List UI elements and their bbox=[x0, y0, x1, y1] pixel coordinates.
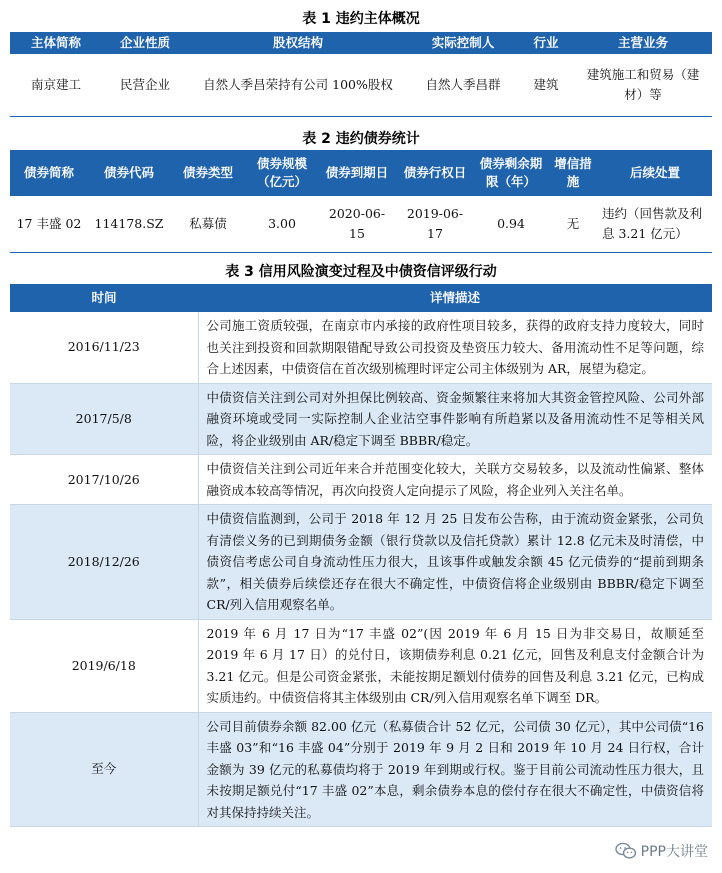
table-row bbox=[10, 312, 712, 383]
table-cell: 2019-06-17 bbox=[396, 196, 474, 252]
wechat-icon bbox=[615, 842, 637, 860]
table-row bbox=[10, 505, 712, 620]
table2-header: 后续处置 bbox=[598, 150, 712, 196]
table2-header: 债券剩余期限（年） bbox=[474, 150, 548, 196]
table-cell: 自然人季昌荣持有公司 100%股权 bbox=[188, 54, 408, 116]
table1-header: 股权结构 bbox=[188, 32, 408, 54]
watermark-text: PPP大讲堂 bbox=[640, 844, 708, 860]
table-cell: 建筑 bbox=[518, 54, 574, 116]
table3 bbox=[10, 284, 712, 827]
table-cell: 0.94 bbox=[474, 196, 548, 252]
time-cell: 2016/11/23 bbox=[10, 312, 198, 383]
desc-cell: 中债资信关注到公司对外担保比例较高、资金频繁往来将加大其资金管控风险、公司外部融资环境或受同一实际控制人企业沽空事件影响有所趋紧以及备用流动性不足等相关风险，将企业级别由 AR/稳定下调至 BBBR/稳定。 bbox=[198, 383, 712, 455]
table2-header: 债券代码 bbox=[88, 150, 170, 196]
table1-caption: 表 1 违约主体概况 bbox=[302, 11, 420, 27]
table-row bbox=[10, 455, 712, 505]
table2-header-row bbox=[10, 150, 712, 196]
time-cell: 2017/5/8 bbox=[10, 383, 198, 455]
table-cell: 114178.SZ bbox=[88, 196, 170, 252]
table2-header: 债券类型 bbox=[170, 150, 246, 196]
table-cell: 民营企业 bbox=[102, 54, 188, 116]
table3-header: 时间 bbox=[10, 284, 198, 312]
table-cell: 自然人季昌群 bbox=[408, 54, 518, 116]
table2-header: 债券行权日 bbox=[396, 150, 474, 196]
table2-header: 增信措施 bbox=[548, 150, 598, 196]
table-row bbox=[10, 196, 712, 252]
table-cell: 建筑施工和贸易（建材）等 bbox=[574, 54, 712, 116]
table1-header: 行业 bbox=[518, 32, 574, 54]
time-cell: 2019/6/18 bbox=[10, 619, 198, 712]
table2-header: 债券到期日 bbox=[318, 150, 396, 196]
table2-header: 债券规模（亿元） bbox=[246, 150, 318, 196]
table3-header: 详情描述 bbox=[198, 284, 712, 312]
table1-header: 实际控制人 bbox=[408, 32, 518, 54]
table1-header: 企业性质 bbox=[102, 32, 188, 54]
table3-header-row bbox=[10, 284, 712, 312]
table-row bbox=[10, 54, 712, 116]
table-cell: 17 丰盛 02 bbox=[10, 196, 88, 252]
table-cell: 2020-06-15 bbox=[318, 196, 396, 252]
table2-header: 债券简称 bbox=[10, 150, 88, 196]
time-cell: 至今 bbox=[10, 712, 198, 827]
table-cell: 无 bbox=[548, 196, 598, 252]
table-cell: 违约（回售款及利息 3.21 亿元） bbox=[598, 196, 712, 252]
time-cell: 2017/10/26 bbox=[10, 455, 198, 505]
table2-caption: 表 2 违约债券统计 bbox=[302, 131, 420, 147]
watermark bbox=[615, 841, 708, 861]
table-row bbox=[10, 383, 712, 455]
table-row bbox=[10, 712, 712, 827]
table-cell: 私募债 bbox=[170, 196, 246, 252]
desc-cell: 公司施工资质较强，在南京市内承接的政府性项目较多，获得的政府支持力度较大，同时也关注到投资和回款期限错配导致公司投资及垫资压力较大、备用流动性不足等问题，综合上述因素，中债资信在首次级别梳理时评定公司主体级别为 AR，展望为稳定。 bbox=[198, 312, 712, 383]
table2 bbox=[10, 150, 712, 253]
table1-header: 主体简称 bbox=[10, 32, 102, 54]
table-row bbox=[10, 619, 712, 712]
desc-cell: 公司目前债券余额 82.00 亿元（私募债合计 52 亿元，公司债 30 亿元），其中公司债“16 丰盛 03”和“16 丰盛 04”分别于 2019 年 9 月 2 日和 2019 年 10 月 24 日行权，合计金额为 39 亿元的私募债均将于 2019 年到期或行权。鉴于目前公司流动性压力很大，且未按期足额兑付“17 丰盛 02”本息，剩余债券本息的偿付存在很大不确定性，中债资信将对其保持持续关注。 bbox=[198, 712, 712, 827]
table-cell: 南京建工 bbox=[10, 54, 102, 116]
table1-header-row bbox=[10, 32, 712, 54]
desc-cell: 中债资信关注到公司近年来合并范围变化较大，关联方交易较多，以及流动性偏紧、整体融资成本较高等情况，再次向投资人定向提示了风险，将企业列入关注名单。 bbox=[198, 455, 712, 505]
table3-caption: 表 3 信用风险演变过程及中债资信评级行动 bbox=[225, 264, 497, 280]
time-cell: 2018/12/26 bbox=[10, 505, 198, 620]
table1 bbox=[10, 32, 712, 117]
desc-cell: 中债资信监测到，公司于 2018 年 12 月 25 日发布公告称，由于流动资金紧张，公司负有清偿义务的已到期债务金额（银行贷款以及信托贷款）累计 12.8 亿元未及时清偿，中债资信考虑公司自身流动性压力很大，且该事件或触发余额 45 亿元债券的“提前到期条款”，相关债券后续偿还存在很大不确定性，中债资信将企业级别由 BBBR/稳定下调至 CR/列入信用观察名单。 bbox=[198, 505, 712, 620]
desc-cell: 2019 年 6 月 17 日为“17 丰盛 02”(因 2019 年 6 月 15 日为非交易日，故顺延至 2019 年 6 月 17 日）的兑付日，该期债券利息 0.21 亿元，回售及利息支付金额合计为 3.21 亿元。但是公司资金紧张，未能按期足额划付债券的回售及利息 3.21 亿元，已构成实质违约。中债资信将其主体级别由 CR/列入信用观察名单下调至 DR。 bbox=[198, 619, 712, 712]
table1-header: 主营业务 bbox=[574, 32, 712, 54]
table-cell: 3.00 bbox=[246, 196, 318, 252]
